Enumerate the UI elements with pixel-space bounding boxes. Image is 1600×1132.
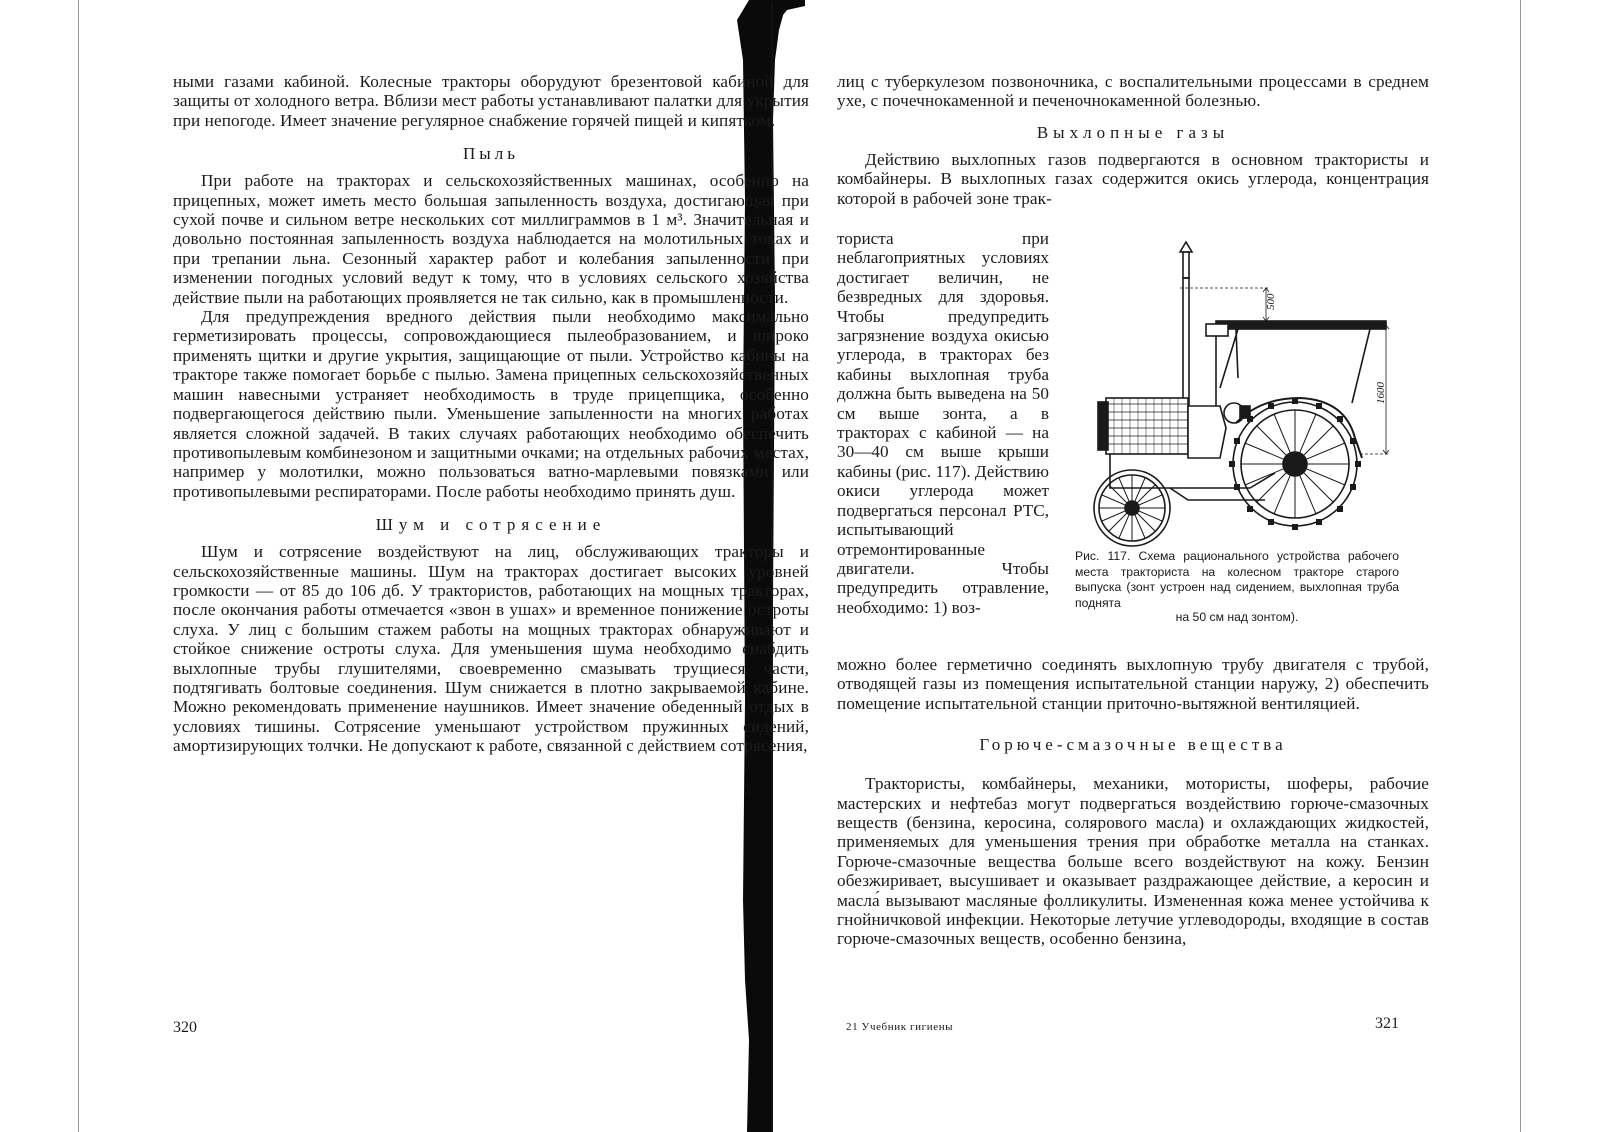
left-text-column — [173, 72, 809, 756]
right-text-bottom — [837, 655, 1429, 949]
paragraph-intro: ными газами кабиной. Колесные тракторы оборудуют брезентовой кабиной для защиты от холодного ветра. Вблизи мест работы устанавливают палатки для укрытия при непогоде. Имеет значение регулярное снабжение горячей пищей и кипятком. — [173, 72, 809, 130]
dimension-label-500: 500 — [1265, 293, 1277, 310]
tractor-diagram — [1070, 238, 1400, 550]
paragraph-continuation: лиц с туберкулезом позвоночника, с воспалительными процессами в среднем ухе, с почечнокаменной и печеночнокаменной болезнью. — [837, 72, 1429, 111]
left-page — [80, 0, 809, 1132]
paragraph-exhaust-bottom: можно более герметично соединять выхлопную трубу двигателя с трубой, отводящей газы из помещения испытательной станции наружу, 2) обеспечить помещение испытательной станции приточно-вытяжной вентиляцией. — [837, 655, 1429, 713]
heading-exhaust: Выхлопные газы — [1036, 122, 1230, 142]
paragraph-fuel: Трактористы, комбайнеры, механики, мотористы, шоферы, рабочие мастерских и нефтебаз могут подвергаться воздействию горюче-смазочных веществ (бензина, керосина, солярового масла) и охлаждающих жидкостей, применяемых для уменьшения трения при обработке металла на станках. Горюче-смазочные вещества больше всего воздействуют на кожу. Бензин обезжиривает, высушивает и оказывает раздражающее действие, а керосин и масла́ вызывают масляные фолликулиты. Измененная кожа менее устойчива к гнойничковой инфекции. Некоторые летучие углеводороды, входящие в состав горюче-смазочных веществ, особенно бензина, — [837, 774, 1429, 949]
right-text-top — [837, 72, 1429, 208]
page-number-left: 320 — [173, 1019, 197, 1036]
scan-edge-right — [1520, 0, 1521, 1132]
paragraph-dust-1: При работе на тракторах и сельскохозяйственных машинах, особенно на прицепных, может иметь место большая запыленность воздуха, достигающая при сухой почве и сильном ветре нескольких сот миллиграммов в 1 м³. Значительная и довольно постоянная запыленность воздуха наблюдается на молотильных токах и при трепании льна. Сезонный характер работ и колебания запыленности при изменении погодных условий ведут к тому, что в условиях сельского хозяйства действие пыли на работающих проявляется не так сильно, как в промышленности. — [173, 171, 809, 307]
dimension-label-1600: 1600 — [1375, 382, 1387, 404]
paragraph-exhaust-wrap: ториста при неблагоприятных условиях достигает величин, не безвредных для здоровья. Чтобы предупредить загрязнение воздуха окисью углерода, в тракторах без кабины выхлопная труба должна быть выведена на 50 см выше зонта, а в тракторах с кабиной — на 30—40 см выше крыши кабины (рис. 117). Действию окиси углерода может подвергаться персонал РТС, испытывающий отремонтированные двигатели. Чтобы предупредить отравление, необходимо: 1) воз- — [837, 229, 1049, 617]
paragraph-noise: Шум и сотрясение воздействуют на лиц, обслуживающих тракторы и сельскохозяйственные машины. Шум на тракторах достигает высоких уровней громкости — от 85 до 106 дб. У трактористов, работающих на мощных тракторах, после окончания работы отмечается «звон в ушах» и временное понижение остроты слуха. У лиц с большим стажем работы на мощных тракторах обнаруживают и стойкое снижение остроты слуха. Для уменьшения шума необходимо снабдить выхлопные трубы глушителями, своевременно смазывать трущиеся части, подтягивать болтовые соединения. Шум снижается в плотно закрываемой кабине. Можно рекомендовать применение наушников. Имеет значение обеденный отдых в условиях тишины. Сотрясение уменьшают устройством пружинных сидений, амортизирующих толчки. Не допускают к работе, связанной с действием сотрясения, — [173, 542, 809, 756]
printer-signature: 21 Учебник гигиены — [846, 1021, 954, 1033]
right-page — [800, 0, 1520, 1132]
figure-caption-end: на 50 см над зонтом). — [1175, 610, 1299, 624]
page-number-right: 321 — [1375, 1015, 1399, 1032]
paragraph-dust-2: Для предупреждения вредного действия пыли необходимо максимально герметизировать процессы, сопровождающиеся пылеобразованием, и широко применять щитки и другие укрытия, защищающие от пыли. Устройство кабины на тракторе также помогает борьбе с пылью. Замена прицепных сельскохозяйственных машин навесными устраняет необходимость в труде прицепщика, особенно подвергающегося действию пыли. Уменьшение запыленности на многих работах является сложной задачей. В таких случаях работающих необходимо обеспечить противопылевым комбинезоном и защитными очками; на отдельных рабочих местах, например у молотилки, можно пользоваться ватно-марлевыми повязками или противопылевыми респираторами. После работы необходимо принять душ. — [173, 307, 809, 501]
heading-noise: Шум и сотрясение — [375, 515, 607, 535]
heading-fuel: Горюче-смазочные вещества — [979, 735, 1287, 755]
scan-edge-left — [78, 0, 79, 1132]
paragraph-exhaust-top: Действию выхлопных газов подвергаются в основном трактористы и комбайнеры. В выхлопных газах содержится окись углерода, концентрация которой в рабочей зоне трак- — [837, 149, 1429, 208]
figure-caption: Рис. 117. Схема рационального устройства рабочего места тракториста на колесном тракторе старого выпуска (зонт устроен над сидением, выхлопная труба поднята — [1075, 549, 1399, 610]
heading-dust: Пыль — [463, 144, 519, 164]
